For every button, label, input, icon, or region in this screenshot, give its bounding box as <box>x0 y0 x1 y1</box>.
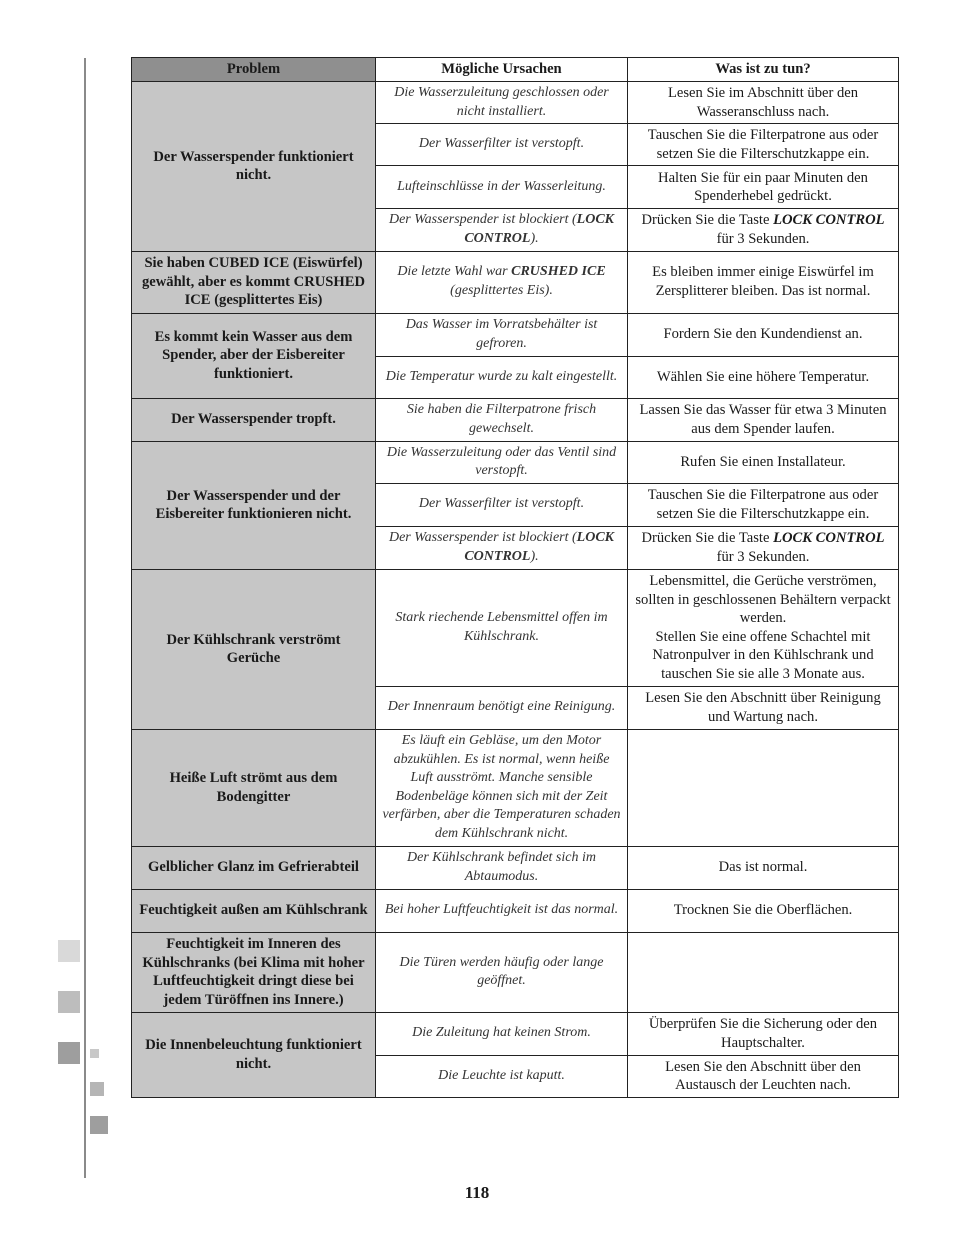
cause-cell: Der Kühlschrank befindet sich im Abtaumodus. <box>376 846 628 889</box>
header-problem: Problem <box>132 58 376 82</box>
page-number: 118 <box>464 1183 490 1202</box>
action-cell: Rufen Sie einen Installateur. <box>628 441 899 483</box>
cause-cell: Das Wasser im Vorratsbehälter ist gefroren. <box>376 313 628 356</box>
problem-cell: Die Innenbeleuchtung funktioniert nicht. <box>132 1012 376 1097</box>
cause-cell: Die Leuchte ist kaputt. <box>376 1055 628 1097</box>
problem-cell: Der Wasserspender und der Eisbereiter funktionieren nicht. <box>132 441 376 569</box>
table-header-row <box>132 58 899 82</box>
action-cell: Lassen Sie das Wasser für etwa 3 Minuten aus dem Spender laufen. <box>628 398 899 441</box>
decorative-square <box>90 1082 104 1096</box>
cause-cell: Die Wasserzuleitung oder das Ventil sind verstopft. <box>376 441 628 483</box>
troubleshooting-table <box>131 57 899 1098</box>
table-row <box>132 569 899 686</box>
action-cell: Drücken Sie die Taste LOCK CONTROL für 3 Sekunden. <box>628 209 899 251</box>
cause-cell: Lufteinschlüsse in der Wasserleitung. <box>376 166 628 209</box>
action-cell: Das ist normal. <box>628 846 899 889</box>
cause-cell: Die Zuleitung hat keinen Strom. <box>376 1012 628 1055</box>
cause-cell: Die letzte Wahl war CRUSHED ICE (gesplittertes Eis). <box>376 251 628 313</box>
header-actions: Was ist zu tun? <box>628 58 899 82</box>
decorative-square <box>58 991 80 1013</box>
table-row <box>132 251 899 313</box>
action-cell <box>628 932 899 1012</box>
table-row <box>132 729 899 846</box>
table-row <box>132 846 899 889</box>
problem-cell: Es kommt kein Wasser aus dem Spender, aber der Eisbereiter funktioniert. <box>132 313 376 398</box>
margin-rule <box>84 58 86 1178</box>
cause-cell: Der Innenraum benötigt eine Reinigung. <box>376 686 628 729</box>
cause-cell: Es läuft ein Gebläse, um den Motor abzukühlen. Es ist normal, wenn heiße Luft ausströmt. Manche sensible Bodenbeläge können sich mit der Zeit verfärben, aber die Temperaturen schaden dem Kühlschrank nicht. <box>376 729 628 846</box>
action-cell <box>628 729 899 846</box>
table-row <box>132 1012 899 1055</box>
table-row <box>132 398 899 441</box>
cause-cell: Bei hoher Luftfeuchtigkeit ist das normal. <box>376 889 628 932</box>
cause-cell: Der Wasserfilter ist verstopft. <box>376 483 628 526</box>
table-row <box>132 313 899 356</box>
problem-cell: Der Kühlschrank verströmt Gerüche <box>132 569 376 729</box>
action-cell: Wählen Sie eine höhere Temperatur. <box>628 356 899 398</box>
decorative-square <box>58 1042 80 1064</box>
cause-cell: Die Türen werden häufig oder lange geöffnet. <box>376 932 628 1012</box>
cause-cell: Der Wasserspender ist blockiert (LOCK CONTROL). <box>376 209 628 251</box>
cause-cell: Die Temperatur wurde zu kalt eingestellt. <box>376 356 628 398</box>
action-cell: Trocknen Sie die Oberflächen. <box>628 889 899 932</box>
action-cell: Lesen Sie im Abschnitt über den Wasseranschluss nach. <box>628 82 899 124</box>
action-cell: Tauschen Sie die Filterpatrone aus oder setzen Sie die Filterschutzkappe ein. <box>628 124 899 166</box>
header-causes: Mögliche Ursachen <box>376 58 628 82</box>
decorative-square <box>58 940 80 962</box>
cause-cell: Die Wasserzuleitung geschlossen oder nicht installiert. <box>376 82 628 124</box>
action-cell: Überprüfen Sie die Sicherung oder den Hauptschalter. <box>628 1012 899 1055</box>
decorative-square <box>90 1116 108 1134</box>
problem-cell: Feuchtigkeit außen am Kühlschrank <box>132 889 376 932</box>
problem-cell: Feuchtigkeit im Inneren des Kühlschranks (bei Klima mit hoher Luftfeuchtigkeit dringt diese bei jedem Türöffnen ins Innere.) <box>132 932 376 1012</box>
problem-cell: Heiße Luft strömt aus dem Bodengitter <box>132 729 376 846</box>
action-cell: Lesen Sie den Abschnitt über Reinigung und Wartung nach. <box>628 686 899 729</box>
table-row <box>132 889 899 932</box>
table-row <box>132 441 899 483</box>
action-cell: Es bleiben immer einige Eiswürfel im Zersplitterer bleiben. Das ist normal. <box>628 251 899 313</box>
cause-cell: Sie haben die Filterpatrone frisch gewechselt. <box>376 398 628 441</box>
action-cell: Drücken Sie die Taste LOCK CONTROL für 3 Sekunden. <box>628 526 899 569</box>
action-cell: Lebensmittel, die Gerüche verströmen, sollten in geschlossenen Behältern verpackt werden. Stellen Sie eine offene Schachtel mit Natronpulver in den Kühlschrank und tauschen Sie sie alle 3 Monate aus. <box>628 569 899 686</box>
cause-cell: Der Wasserfilter ist verstopft. <box>376 124 628 166</box>
action-cell: Tauschen Sie die Filterpatrone aus oder setzen Sie die Filterschutzkappe ein. <box>628 483 899 526</box>
table-row <box>132 932 899 1012</box>
action-cell: Halten Sie für ein paar Minuten den Spenderhebel gedrückt. <box>628 166 899 209</box>
cause-cell: Der Wasserspender ist blockiert (LOCK CONTROL). <box>376 526 628 569</box>
action-cell: Lesen Sie den Abschnitt über den Austausch der Leuchten nach. <box>628 1055 899 1097</box>
decorative-square <box>90 1049 99 1058</box>
problem-cell: Der Wasserspender tropft. <box>132 398 376 441</box>
table-row <box>132 82 899 124</box>
problem-cell: Der Wasserspender funktioniert nicht. <box>132 82 376 252</box>
cause-cell: Stark riechende Lebensmittel offen im Kühlschrank. <box>376 569 628 686</box>
problem-cell: Sie haben CUBED ICE (Eiswürfel) gewählt, aber es kommt CRUSHED ICE (gesplittertes Eis) <box>132 251 376 313</box>
problem-cell: Gelblicher Glanz im Gefrierabteil <box>132 846 376 889</box>
action-cell: Fordern Sie den Kundendienst an. <box>628 313 899 356</box>
